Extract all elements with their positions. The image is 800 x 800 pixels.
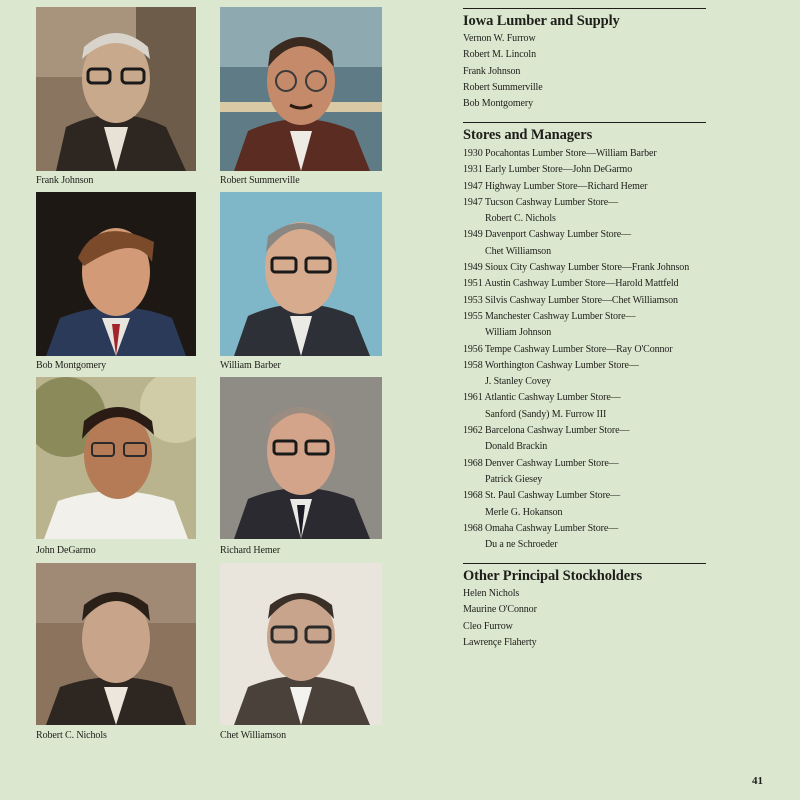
portrait-william-barber [220, 192, 382, 356]
section-title-stores: Stores and Managers [463, 127, 593, 143]
list-item: 1955 Manchester Cashway Lumber Store— [463, 310, 636, 322]
list-item: Frank Johnson [463, 65, 521, 77]
list-item: 1947 Tucson Cashway Lumber Store— [463, 196, 619, 208]
list-item: Robert Summerville [463, 81, 543, 93]
iowa-names-list [463, 31, 543, 112]
list-item: 1947 Highway Lumber Store—Richard Hemer [463, 180, 648, 192]
caption-frank-johnson: Frank Johnson [36, 175, 94, 186]
list-item: 1968 St. Paul Cashway Lumber Store— [463, 490, 621, 502]
list-item: Sanford (Sandy) M. Furrow III [485, 408, 607, 420]
list-item: William Johnson [485, 327, 552, 339]
portrait-chet-williamson [220, 563, 382, 725]
list-item: Vernon W. Furrow [463, 33, 536, 44]
list-item: 1968 Denver Cashway Lumber Store— [463, 457, 619, 469]
portrait-john-degarmo [36, 377, 196, 539]
list-item: 1958 Worthington Cashway Lumber Store— [463, 359, 639, 371]
section-rule-other [463, 563, 706, 564]
list-item: J. Stanley Covey [485, 376, 551, 388]
portrait-robert-c-nichols [36, 563, 196, 725]
list-item: 1949 Davenport Cashway Lumber Store— [463, 229, 632, 241]
section-rule-iowa [463, 8, 706, 9]
list-item: Du a ne Schroeder [485, 539, 558, 551]
list-item: 1953 Silvis Cashway Lumber Store—Chet Williamson [463, 294, 678, 306]
list-item: Robert C. Nichols [485, 213, 556, 225]
other-names-list [463, 586, 537, 651]
list-item: 1931 Early Lumber Store—John DeGarmo [463, 164, 633, 176]
caption-richard-hemer: Richard Hemer [220, 545, 281, 556]
caption-john-degarmo: John DeGarmo [36, 545, 96, 556]
stores-list [463, 146, 689, 553]
list-item: 1962 Barcelona Cashway Lumber Store— [463, 425, 630, 437]
section-rule-stores [463, 122, 706, 123]
list-item: Maurine O'Connor [463, 604, 537, 616]
list-item: Chet Williamson [485, 245, 551, 257]
list-item: Bob Montgomery [463, 98, 533, 110]
list-item: 1968 Omaha Cashway Lumber Store— [463, 522, 619, 534]
portrait-richard-hemer [220, 377, 382, 539]
list-item: Patrick Giesey [485, 473, 543, 485]
portrait-frank-johnson [36, 7, 196, 171]
list-item: 1951 Austin Cashway Lumber Store—Harold Mattfeld [463, 278, 679, 290]
list-item: 1956 Tempe Cashway Lumber Store—Ray O'Connor [463, 343, 673, 355]
section-title-other: Other Principal Stockholders [463, 568, 642, 584]
list-item: Cleo Furrow [463, 620, 513, 632]
caption-bob-montgomery: Bob Montgomery [36, 360, 106, 371]
portrait-bob-montgomery [36, 192, 196, 356]
caption-robert-summerville: Robert Summerville [220, 175, 300, 186]
list-item: Robert M. Lincoln [463, 49, 537, 61]
list-item: 1949 Sioux City Cashway Lumber Store—Frank Johnson [463, 262, 690, 274]
portrait-robert-summerville [220, 7, 382, 171]
list-item: Donald Brackin [485, 441, 548, 453]
caption-william-barber: William Barber [220, 360, 281, 371]
list-item: Merle G. Hokanson [485, 506, 563, 518]
page-number: 41 [752, 775, 763, 787]
caption-chet-williamson: Chet Williamson [220, 730, 286, 741]
list-item: 1961 Atlantic Cashway Lumber Store— [463, 392, 621, 404]
section-title-iowa: Iowa Lumber and Supply [463, 13, 620, 29]
list-item: 1930 Pocahontas Lumber Store—William Barber [463, 148, 657, 159]
caption-robert-c-nichols: Robert C. Nichols [36, 730, 107, 741]
list-item: Helen Nichols [463, 588, 520, 599]
list-item: Lawrençe Flaherty [463, 636, 537, 648]
